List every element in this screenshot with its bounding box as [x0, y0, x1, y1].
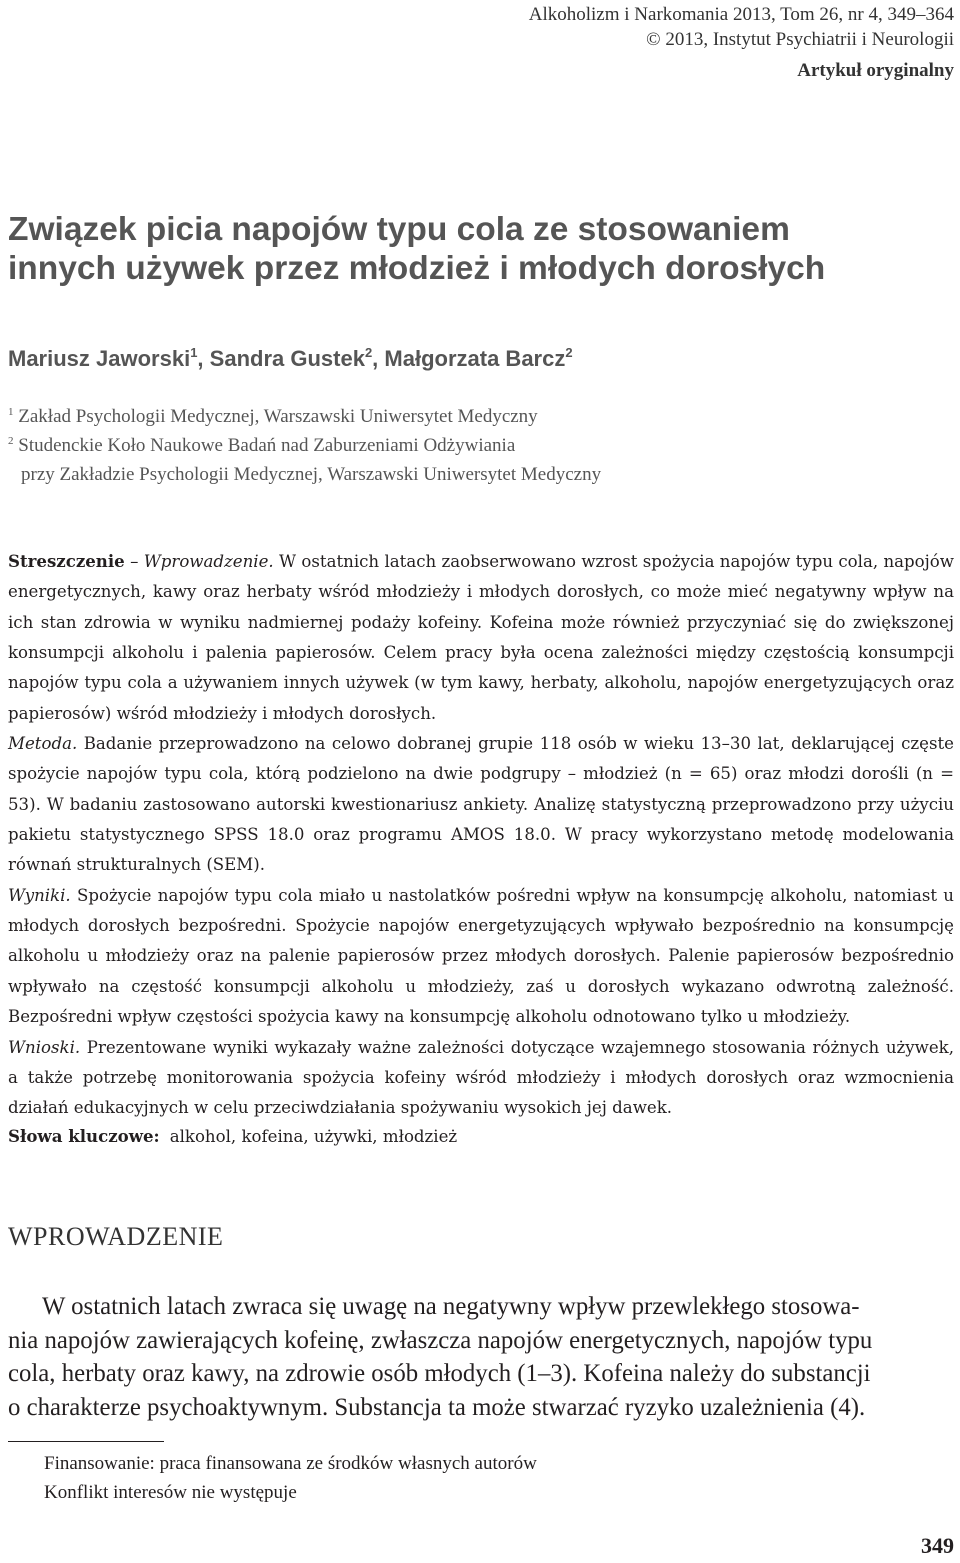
author-affiliation-mark: 1 [190, 345, 198, 360]
funding-note: Finansowanie: praca finansowana ze środków własnych autorów [44, 1453, 537, 1474]
author-name: Sandra Gustek [209, 346, 365, 371]
intro-label: Wprowadzenie. [143, 552, 274, 571]
body-line: cola, herbaty oraz kawy, na zdrowie osób młodych (1–3). Kofeina należy do substancji [8, 1360, 871, 1387]
method-label: Metoda. [8, 734, 78, 754]
keywords-label: Słowa kluczowe: [8, 1126, 160, 1146]
abstract-intro: Streszczenie – Wprowadzenie. W ostatnich latach zaobserwowano wzrost spożycia napojów typu cola, napojów energetycznych, kawy oraz herbaty wśród młodzieży i młodych dorosłych, co może mieć negatywny wpływ na ich stan zdrowia w wyniku nadmiernej podaży kofeiny. Kofeina może również przyczyniać się do zwiększonej konsumpcji alkoholu i palenia papierosów. Celem pracy była ocena zależności między częstością konsumpcji napojów typu cola a używaniem innych używek (w tym kawy, herbaty, alkoholu, napojów energetyzujących oraz papierosów) wśród młodzieży i młodych dorosłych. [8, 551, 954, 723]
section-heading: WPROWADZENIE [8, 1222, 224, 1251]
section-body [8, 1290, 954, 1424]
title-line-2: innych używek przez młodzież i młodych dorosłych [8, 250, 826, 287]
conclusions-label: Wnioski. [8, 1037, 81, 1057]
abstract-label: Streszczenie [8, 551, 125, 571]
conflict-note: Konflikt interesów nie występuje [44, 1482, 297, 1503]
copyright-line: © 2013, Instytut Psychiatrii i Neurologii [646, 29, 954, 50]
author-affiliation-mark: 2 [364, 345, 373, 360]
page-number: 349 [921, 1533, 954, 1558]
affiliation-1: $^1$ Zakład Psychologii Medycznej, Warszawski Uniwersytet Medyczny [8, 406, 538, 427]
method-text: Badanie przeprowadzono na celowo dobranej grupie 118 osób w wieku 13–30 lat, deklarującej częste spożycie napojów typu cola, którą podzielono na dwie podgrupy – młodzież (n = 65) oraz młodzi dorośli (n = 53). W badaniu zastosowano autorski kwestionariusz ankiety. Analizę statystyczną przeprowadzono przy użyciu pakietu statystycznego SPSS 18.0 oraz programu AMOS 18.0. W pracy wykorzystano metodę modelowania równań strukturalnych (SEM). [8, 734, 954, 875]
article-type: Artykuł oryginalny [797, 60, 954, 81]
affiliation-2: $^2$ Studenckie Koło Naukowe Badań nad Zaburzeniami Odżywiania [8, 435, 516, 456]
footnote-divider [8, 1441, 164, 1442]
abstract-conclusions [8, 1033, 954, 1124]
title-line-1: Związek picia napojów typu cola ze stosowaniem [8, 211, 790, 248]
author-separator: , [197, 346, 210, 371]
journal-header [529, 2, 954, 52]
author-name: Mariusz Jaworski [8, 346, 191, 371]
author-name: Małgorzata Barcz [384, 346, 566, 371]
affiliation-2-continued: przy Zakładzie Psychologii Medycznej, Warszawski Uniwersytet Medyczny [21, 464, 602, 485]
conclusions-text: Prezentowane wyniki wykazały ważne zależności dotyczące wzajemnego stosowania różnych używek, a także potrzebę monitorowania spożycia kofeiny wśród młodzieży i młodych dorosłych oraz wzmocnienia działań edukacyjnych w celu przeciwdziałania spożywaniu wysokich jej dawek. [8, 1037, 954, 1118]
affiliation-number: 2 [8, 435, 14, 447]
author-list [8, 346, 573, 372]
body-line: o charakterze psychoaktywnym. Substancja ta może stwarzać ryzyko uzależnienia (4). [8, 1393, 866, 1421]
intro-text: W ostatnich latach zaobserwowano wzrost spożycia napojów typu cola, napojów energetycznych, kawy oraz herbaty wśród młodzieży i młodych dorosłych, co może mieć negatywny wpływ na ich stan zdrowia w wyniku nadmiernej podaży kofeiny. Kofeina może również przyczyniać się do zwiększonej konsumpcji alkoholu i palenia papierosów. Celem pracy była ocena zależności między częstością konsumpcji napojów typu cola a używaniem innych używek (w tym kawy, herbaty, alkoholu, napojów energetyzujących oraz papierosów) wśród młodzieży i młodych dorosłych. [8, 552, 954, 723]
abstract-method [8, 729, 954, 881]
results-text: Spożycie napojów typu cola miało u nastolatków pośredni wpływ na konsumpcję alkoholu, natomiast u młodych dorosłych bezpośredni. Spożycie napojów energetyzujących wpływało bezpośrednio na konsumpcję alkoholu u młodzieży oraz na palenie papierosów przez młodych dorosłych. Palenie papierosów bezpośrednio wpływało na częstość konsumpcji alkoholu u młodzieży, zaś u dorosłych wykazano odwrotną zależność. Bezpośredni wpływ częstości spożycia kawy na konsumpcję alkoholu odnotowano tylko u młodzieży. [8, 885, 954, 1027]
author-separator: , [372, 346, 385, 371]
journal-citation: Alkoholizm i Narkomania 2013, Tom 26, nr 4, 349–364 [528, 4, 954, 25]
affiliation-number: 1 [8, 406, 14, 418]
keywords [8, 1126, 457, 1146]
body-line: nia napojów zawierających kofeinę, zwłaszcza napojów energetycznych, napojów typu [8, 1326, 873, 1354]
keywords-text: alkohol, kofeina, używki, młodzież [169, 1127, 458, 1146]
abstract-results [8, 881, 954, 1033]
author-affiliation-mark: 2 [565, 345, 573, 360]
body-line: W ostatnich latach zwraca się uwagę na negatywny wpływ przewlekłego stosowa- [42, 1293, 860, 1320]
article-title [8, 210, 948, 288]
results-label: Wyniki. [8, 885, 71, 905]
affiliations [8, 402, 601, 489]
footnotes [44, 1449, 537, 1507]
abstract [8, 546, 954, 1124]
